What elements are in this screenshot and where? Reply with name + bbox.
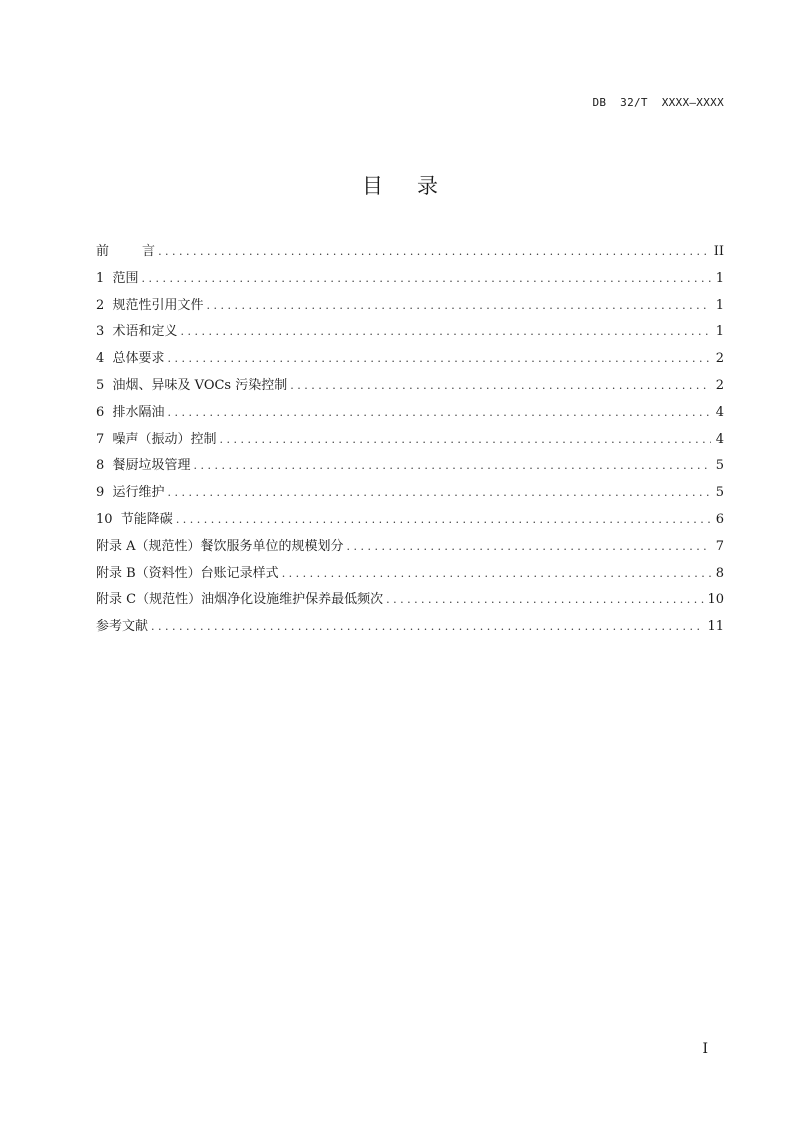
toc-entry-label: 附录 B（资料性）台账记录样式 (96, 565, 279, 581)
toc-entry-terms-definitions[interactable] (96, 323, 724, 350)
toc-leader-dots (151, 618, 704, 636)
toc-entry-scope[interactable] (96, 270, 724, 297)
toc-entry-label: 4 总体要求 (96, 351, 165, 367)
toc-leader-dots (158, 243, 711, 261)
toc-entry-label: 2 规范性引用文件 (96, 297, 204, 313)
toc-leader-dots (386, 591, 704, 609)
toc-leader-dots (290, 377, 711, 395)
toc-entry-page: 2 (715, 377, 724, 393)
toc-entry-annex-a[interactable] (96, 538, 724, 565)
toc-leader-dots (168, 484, 711, 502)
table-of-contents (96, 243, 724, 645)
toc-leader-dots (168, 404, 711, 422)
toc-leader-dots (142, 270, 711, 288)
toc-entry-page: 1 (715, 297, 724, 313)
toc-entry-energy-carbon[interactable] (96, 511, 724, 538)
toc-leader-dots (194, 457, 711, 475)
toc-entry-page: 4 (715, 404, 724, 420)
toc-entry-label: 7 噪声（振动）控制 (96, 431, 217, 447)
toc-leader-dots (207, 297, 711, 315)
page-number: I (702, 1041, 708, 1057)
toc-entry-label: 3 术语和定义 (96, 324, 178, 340)
toc-entry-page: 2 (715, 351, 724, 367)
toc-entry-label: 参考文献 (96, 619, 149, 635)
toc-entry-annex-c[interactable] (96, 591, 724, 618)
toc-entry-page: 11 (707, 619, 724, 635)
toc-entry-page: 6 (715, 511, 724, 527)
toc-entry-page: II (713, 244, 724, 259)
toc-leader-dots (347, 538, 711, 556)
toc-entry-page: 5 (715, 485, 724, 501)
toc-entry-page: 1 (715, 324, 724, 340)
toc-entry-general-requirements[interactable] (96, 350, 724, 377)
toc-entry-label: 6 排水隔油 (96, 404, 165, 420)
toc-entry-operation-maintenance[interactable] (96, 484, 724, 511)
toc-leader-dots (282, 565, 711, 583)
toc-entry-noise-control[interactable] (96, 431, 724, 458)
toc-entry-label: 5 油烟、异味及 VOCs 污染控制 (96, 377, 288, 393)
toc-entry-bibliography[interactable] (96, 618, 724, 645)
toc-entry-page: 5 (715, 458, 724, 474)
toc-entry-drainage-grease[interactable] (96, 404, 724, 431)
toc-entry-page: 4 (715, 431, 724, 447)
toc-entry-kitchen-waste[interactable] (96, 457, 724, 484)
toc-entry-foreword[interactable] (96, 243, 724, 270)
toc-entry-label: 附录 C（规范性）油烟净化设施维护保养最低频次 (96, 592, 384, 608)
toc-title: 目录 (362, 174, 472, 198)
toc-entry-page: 7 (715, 538, 724, 554)
toc-entry-page: 8 (715, 565, 724, 581)
toc-entry-page: 10 (707, 592, 724, 608)
standard-code: DB 32/T XXXX—XXXX (592, 96, 724, 109)
toc-entry-label: 附录 A（规范性）餐饮服务单位的规模划分 (96, 538, 344, 554)
toc-entry-fume-voc-control[interactable] (96, 377, 724, 404)
toc-entry-label: 10 节能降碳 (96, 511, 173, 527)
toc-leader-dots (168, 350, 711, 368)
toc-entry-label: 9 运行维护 (96, 485, 165, 501)
toc-entry-label: 8 餐厨垃圾管理 (96, 458, 191, 474)
toc-leader-dots (176, 511, 711, 529)
toc-leader-dots (181, 323, 711, 341)
toc-entry-annex-b[interactable] (96, 565, 724, 592)
toc-entry-label: 前 言 (96, 244, 156, 259)
toc-entry-normative-references[interactable] (96, 297, 724, 324)
toc-leader-dots (220, 431, 711, 449)
toc-entry-label: 1 范围 (96, 270, 139, 286)
toc-entry-page: 1 (715, 270, 724, 286)
